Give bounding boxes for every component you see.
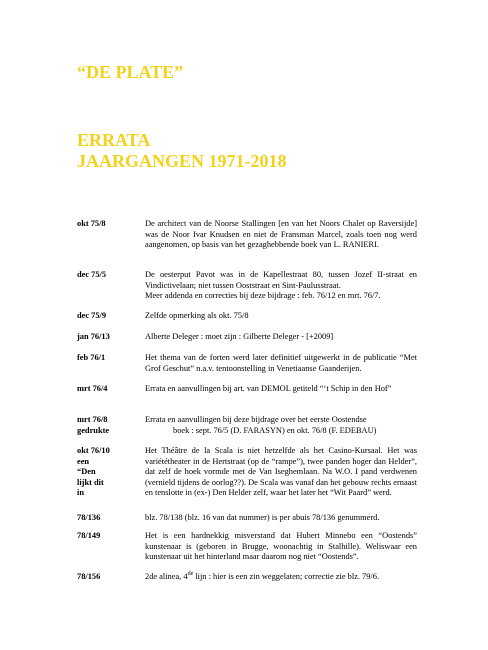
entry-text: Het thema van de forten werd later definitief uitgewerkt in de publicatie “Met Grof Geschut” n.a.v. tentoonstelling in Venetiaanse Gaanderijen. <box>145 353 417 373</box>
entry-text: blz. 78/138 (blz. 16 van dat nummer) is per abuis 78/136 genummerd. <box>145 513 380 522</box>
entry-text <box>145 415 417 436</box>
entry-reference: 78/156 <box>77 572 101 581</box>
entry-text: Het is een hardnekkig misverstand dat Hubert Minnebo een “Oostends” kunstenaar is (geboren in Brugge, woonachtig in Stalhille). Weliswaar een kunstenaar uit het hinterland maar daarom nog niet “Oostends”. <box>145 531 417 561</box>
entry-text: De architect van de Noorse Stallingen [en van het Noors Chalet op Raversijde] was de Noor Ivar Knudsen en niet de Fransman Marcel, zoals toen nog werd aangenomen, op basis van het gezaghebbende boek van L. RANIERI. <box>145 219 417 249</box>
entry-text <box>145 270 417 302</box>
entry-text-part: lijn : hier is een zin weggelaten; correctie zie blz. 79/6. <box>193 572 380 581</box>
entry-reference: mrt 76/8 gedrukte <box>77 415 110 435</box>
years-heading: JAARGANGEN 1971-2018 <box>77 151 287 171</box>
entry-reference: okt 75/8 <box>77 219 106 228</box>
entry-text-line: boek : sept. 76/5 (D. FARASYN) en okt. 76/8 (F. EDEBAU) <box>173 425 377 435</box>
entry-text <box>145 572 417 583</box>
document-title: “DE PLATE” <box>77 62 184 82</box>
superscript: de <box>187 571 194 578</box>
errata-heading: ERRATA <box>77 130 151 150</box>
entry-text: Het Théâtre de la Scala is niet hetzelfde als het Casino-Kursaal. Het was variététheater in de Hertstraat (op de “rampe”), twee panden hoger dan Helder”, dat zelf de hoek vormde met de Van Iseghemlaan. Na W.O. I pand verdwenen (vernield tijdens de oorlog??). De Scala was vanaf dan het gebouw rechts ernaast en tenslotte in (ex-) Den Helder zelf, waar het later het “Wit Paard” werd. <box>145 446 417 497</box>
entry-reference: dec 75/5 <box>77 270 107 279</box>
entry-text: Alberte Deleger : moet zijn : Gilberte Deleger - [+2009] <box>145 332 334 341</box>
entry-reference: dec 75/9 <box>77 311 107 320</box>
entry-reference: feb 76/1 <box>77 353 106 362</box>
entry-text-line: Meer addenda en correcties bij deze bijdrage : feb. 76/12 en mrt. 76/7. <box>145 291 381 300</box>
entry-text: Errata en aanvullingen bij art. van DEMOL getiteld “‘t Schip in den Hof” <box>145 384 392 393</box>
entry-text-part: 2de alinea, 4 <box>145 572 188 581</box>
entry-reference: okt 76/10 een “Den lijkt dit in <box>77 446 110 497</box>
entry-reference: jan 76/13 <box>77 332 110 341</box>
entry-reference: 78/136 <box>77 513 101 522</box>
entry-text: Zelfde opmerking als okt. 75/8 <box>145 311 249 320</box>
entry-reference: mrt 76/4 <box>77 384 108 393</box>
entry-text-line: De oesterput Pavot was in de Kapellestraat 80, tussen Jozef II-straat en Vindictivelaan; niet tussen Ooststraat en Sint-Paulusstraat. <box>145 270 417 290</box>
entry-text-line: Errata en aanvullingen bij deze bijdrage over het eerste Oostendse <box>145 415 367 424</box>
entry-reference: 78/149 <box>77 531 101 540</box>
